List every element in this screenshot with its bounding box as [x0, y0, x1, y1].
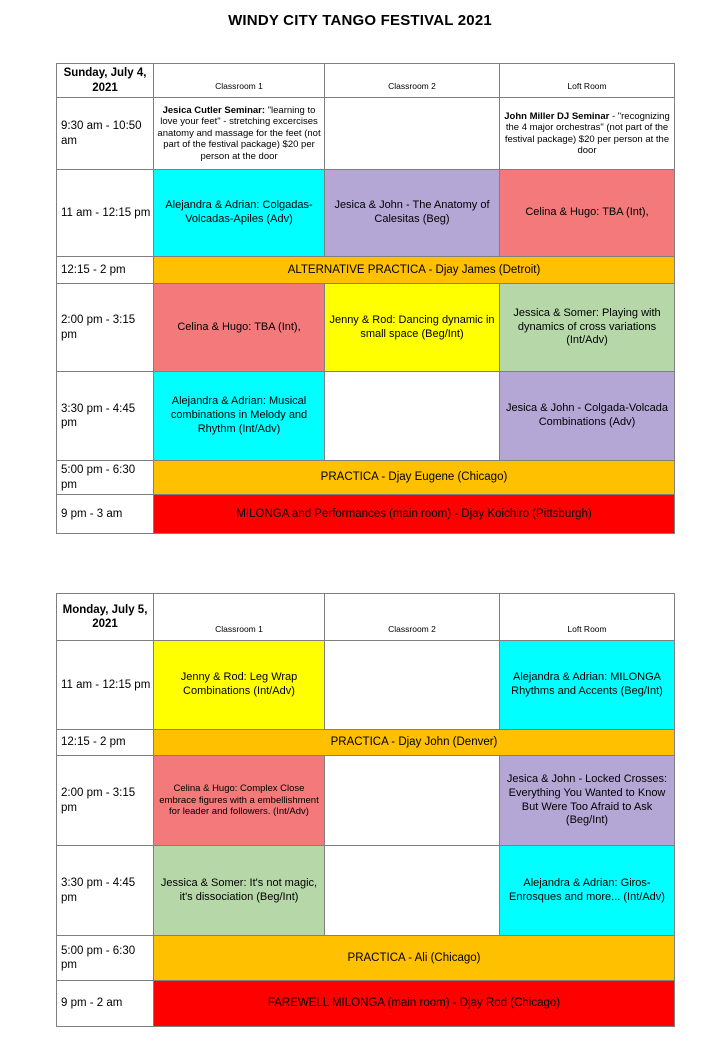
empty-cell — [325, 372, 500, 461]
empty-cell — [325, 756, 500, 846]
schedule-row — [57, 846, 675, 936]
schedule-row — [57, 372, 675, 461]
header-row — [57, 64, 675, 98]
time-slot: 9:30 am - 10:50 am — [57, 98, 154, 170]
room-header-classroom-1: Classroom 1 — [154, 64, 325, 98]
session-cell: Jenny & Rod: Dancing dynamic in small space (Beg/Int) — [325, 284, 500, 372]
schedule-table-sunday — [56, 63, 675, 534]
time-slot: 9 pm - 2 am — [57, 981, 154, 1027]
room-header-loft-room: Loft Room — [500, 594, 675, 641]
seminar-description: - "recognizing the 4 major orchestras" (not part of the festival package) $20 per person at the door — [504, 110, 670, 156]
session-cell: Celina & Hugo: Complex Close embrace figures with a embellishment for leader and followers. (Int/Adv) — [154, 756, 325, 846]
time-slot: 11 am - 12:15 pm — [57, 170, 154, 257]
session-cell: Jesica & John - The Anatomy of Calesitas (Beg) — [325, 170, 500, 257]
schedule-row — [57, 170, 675, 257]
time-slot: 3:30 pm - 4:45 pm — [57, 846, 154, 936]
room-header-classroom-2: Classroom 2 — [325, 594, 500, 641]
session-cell: Jenny & Rod: Leg Wrap Combinations (Int/Adv) — [154, 641, 325, 730]
schedule-row — [57, 461, 675, 495]
spanning-event: FAREWELL MILONGA (main room) - Djay Rod (Chicago) — [154, 981, 675, 1027]
day-date: Monday, July 5, 2021 — [57, 594, 154, 641]
time-slot: 11 am - 12:15 pm — [57, 641, 154, 730]
room-header-loft-room: Loft Room — [500, 64, 675, 98]
session-cell: Jessica & Somer: It's not magic, it's dissociation (Beg/Int) — [154, 846, 325, 936]
schedule-row — [57, 284, 675, 372]
spanning-event: MILONGA and Performances (main room) - Djay Koichiro (Pittsburgh) — [154, 495, 675, 534]
seminar-title: Jesica Cutler Seminar: — [162, 105, 266, 117]
schedule-row — [57, 257, 675, 284]
session-cell — [154, 98, 325, 170]
time-slot: 9 pm - 3 am — [57, 495, 154, 534]
session-cell: Jessica & Somer: Playing with dynamics of cross variations (Int/Adv) — [500, 284, 675, 372]
schedule-row — [57, 98, 675, 170]
spanning-event: ALTERNATIVE PRACTICA - Djay James (Detroit) — [154, 257, 675, 284]
time-slot: 5:00 pm - 6:30 pm — [57, 936, 154, 981]
spanning-event: PRACTICA - Djay Eugene (Chicago) — [154, 461, 675, 495]
page-title: WINDY CITY TANGO FESTIVAL 2021 — [228, 12, 492, 29]
room-header-classroom-2: Classroom 2 — [325, 64, 500, 98]
time-slot: 2:00 pm - 3:15 pm — [57, 284, 154, 372]
schedule-row — [57, 756, 675, 846]
time-slot: 12:15 - 2 pm — [57, 730, 154, 756]
room-header-classroom-1: Classroom 1 — [154, 594, 325, 641]
session-cell: Jesica & John - Locked Crosses: Everything You Wanted to Know But Were Too Afraid to Ask (Beg/Int) — [500, 756, 675, 846]
empty-cell — [325, 641, 500, 730]
time-slot: 3:30 pm - 4:45 pm — [57, 372, 154, 461]
schedule-table-monday — [56, 593, 675, 1027]
spanning-event: PRACTICA - Ali (Chicago) — [154, 936, 675, 981]
time-slot: 12:15 - 2 pm — [57, 257, 154, 284]
time-slot: 5:00 pm - 6:30 pm — [57, 461, 154, 495]
session-cell: Alejandra & Adrian: Giros-Enrosques and more... (Int/Adv) — [500, 846, 675, 936]
schedule-row — [57, 981, 675, 1027]
session-cell: Celina & Hugo: TBA (Int), — [154, 284, 325, 372]
seminar-description: "learning to love your feet" - stretching excercises anatomy and massage for the feet (not part of the festival package) $20 per person at the door — [157, 105, 321, 162]
spanning-event: PRACTICA - Djay John (Denver) — [154, 730, 675, 756]
session-cell — [500, 98, 675, 170]
schedule-row — [57, 730, 675, 756]
day-date: Sunday, July 4, 2021 — [57, 64, 154, 98]
time-slot: 2:00 pm - 3:15 pm — [57, 756, 154, 846]
schedule-row — [57, 641, 675, 730]
empty-cell — [325, 846, 500, 936]
session-cell: Alejandra & Adrian: Musical combinations in Melody and Rhythm (Int/Adv) — [154, 372, 325, 461]
header-row — [57, 594, 675, 641]
schedule-row — [57, 936, 675, 981]
seminar-title: John Miller DJ Seminar — [504, 110, 610, 122]
session-cell: Celina & Hugo: TBA (Int), — [500, 170, 675, 257]
session-cell: Alejandra & Adrian: MILONGA Rhythms and Accents (Beg/Int) — [500, 641, 675, 730]
session-cell: Alejandra & Adrian: Colgadas-Volcadas-Apiles (Adv) — [154, 170, 325, 257]
session-cell: Jesica & John - Colgada-Volcada Combinations (Adv) — [500, 372, 675, 461]
empty-cell — [325, 98, 500, 170]
schedule-row — [57, 495, 675, 534]
